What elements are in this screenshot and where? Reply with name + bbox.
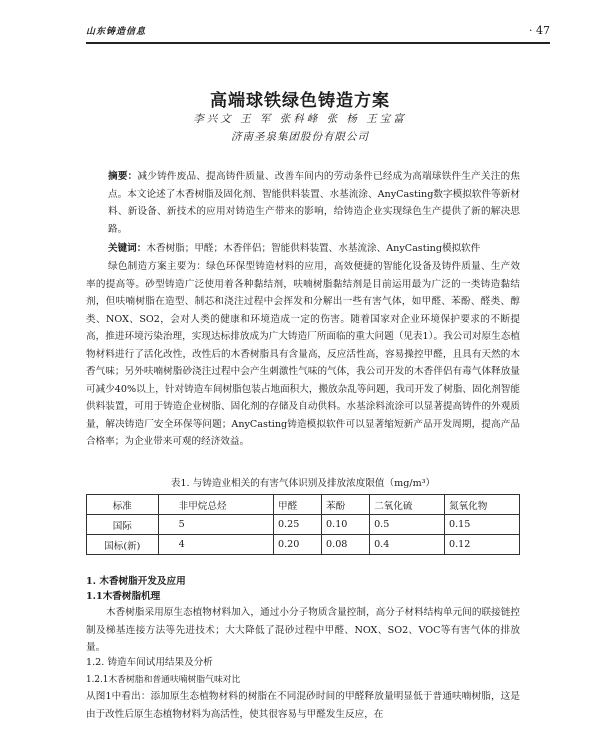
table-cell: 0.08 (322, 535, 370, 555)
article-title: 高端球铁绿色铸造方案 (210, 91, 390, 111)
subsubsection-heading: 1.2.1木香树脂和普通呋喃树脂气味对比 (86, 675, 241, 685)
keywords-label: 关键词： (108, 243, 147, 254)
table-header-row (87, 495, 520, 515)
table-header-cell: 非甲烷总烃 (158, 495, 273, 515)
section-heading: 1. 木香树脂开发及应用 (86, 576, 186, 587)
table-cell: 国际 (87, 515, 159, 535)
table-cell: 0.10 (322, 515, 370, 535)
table-header-cell: 标准 (87, 495, 159, 515)
keywords-text: 木香树脂；甲醛；木香伴侣；智能供料装置、水基流涂、AnyCasting模拟软件 (146, 243, 481, 254)
table-cell: 0.5 (370, 515, 445, 535)
page-number: · 47 (529, 24, 550, 37)
table-cell: 国标(新) (87, 535, 159, 555)
table-header-cell: 甲醛 (274, 495, 322, 515)
abstract (108, 168, 520, 238)
table-caption: 表1. 与铸造业相关的有害气体识别及排放浓度限值（mg/m³） (170, 478, 436, 489)
body-paragraph: 从图1中看出：添加原生态植物材料的树脂在不同混砂时间的甲醛释放量明显低于普通呋喃树脂，这是由于改性后原生态植物材料为高活性，使其很容易与甲醛发生反应，在 (86, 691, 520, 720)
table-cell: 0.20 (274, 535, 322, 555)
subsection-heading: 1.2. 铸造车间试用结果及分析 (86, 657, 213, 668)
table-cell: 0.25 (274, 515, 322, 535)
table-cell: 4 (158, 535, 273, 555)
table-header-cell: 苯酚 (322, 495, 370, 515)
authors: 李兴文 王 军 张科峰 张 杨 王宝富 (193, 113, 407, 125)
keywords (108, 240, 520, 258)
table-header-cell: 二氧化硫 (370, 495, 445, 515)
page-header (86, 22, 550, 44)
table-row (87, 515, 520, 535)
journal-name: 山东铸造信息 (86, 27, 147, 37)
table-cell: 0.12 (445, 535, 520, 555)
emission-limits-table (86, 494, 520, 555)
table-cell: 0.4 (370, 535, 445, 555)
subsection-heading: 1.1木香树脂机理 (86, 591, 161, 602)
table-cell: 5 (158, 515, 273, 535)
table-row (87, 535, 520, 555)
body-paragraph: 木香树脂采用原生态植物材料加入，通过小分子物质含量控制，高分子材料结构单元间的联接链控制及梯基连接方法等先进技术；大大降低了混砂过程中甲醛、NOX、SO2、VOC等有害气体的排放量。 (86, 607, 520, 653)
intro-paragraph: 绿色制造方案主要为：绿色环保型铸造材料的应用，高效便捷的智能化设备及铸件质量、生产效率的提高等。砂型铸造广泛使用着各种黏结剂，呋喃树脂黏结剂是目前运用最为广泛的一类铸造黏结剂，但呋喃树脂在造型、制芯和浇注过程中会挥发和分解出一些有害气体，如甲醛、苯酚、醛类、醇类、NOX、SO2，会对人类的健康和环境造成一定的伤害。随着国家对企业环境保护要求的不断提高，推进环境污染治理，实现达标排放成为广大铸造厂所面临的重大问题（见表1）。我公司对原生态植物材料进行了活化改性，改性后的木香树脂具有含量高，反应活性高，容易操控甲醛，且具有天然的木香气味；另外呋喃树脂砂浇注过程中会产生刺激性气味的气体，我公司开发的木香伴侣有毒气体释放量可减少40%以上，针对铸造车间树脂包装占地面积大，搬放杂乱等问题，我司开发了树脂、固化剂智能供料装置，可用于铸造企业树脂、固化剂的存储及自动供料。水基涂料流涂可以显著提高铸件的外观质量，解决铸造厂安全环保等问题；AnyCasting铸造模拟软件可以显著缩短新产品开发周期，提高产品合格率；为企业带来可观的经济效益。 (86, 261, 520, 447)
table-cell: 0.15 (445, 515, 520, 535)
abstract-text: 减少铸件废品、提高铸件质量、改善车间内的劳动条件已经成为高端球铁件生产关注的焦点。本文论述了木香树脂及固化剂、智能供料装置、水基流涂、AnyCasting数字模拟软件等新材料、新设备、新技术的应用对铸造生产带来的影响，给铸造企业实现绿色生产提供了新的解决思路。 (108, 171, 521, 235)
table-header-cell: 氮氧化物 (445, 495, 520, 515)
abstract-label: 摘要： (108, 171, 138, 182)
affiliation: 济南圣泉集团股份有限公司 (231, 131, 369, 143)
